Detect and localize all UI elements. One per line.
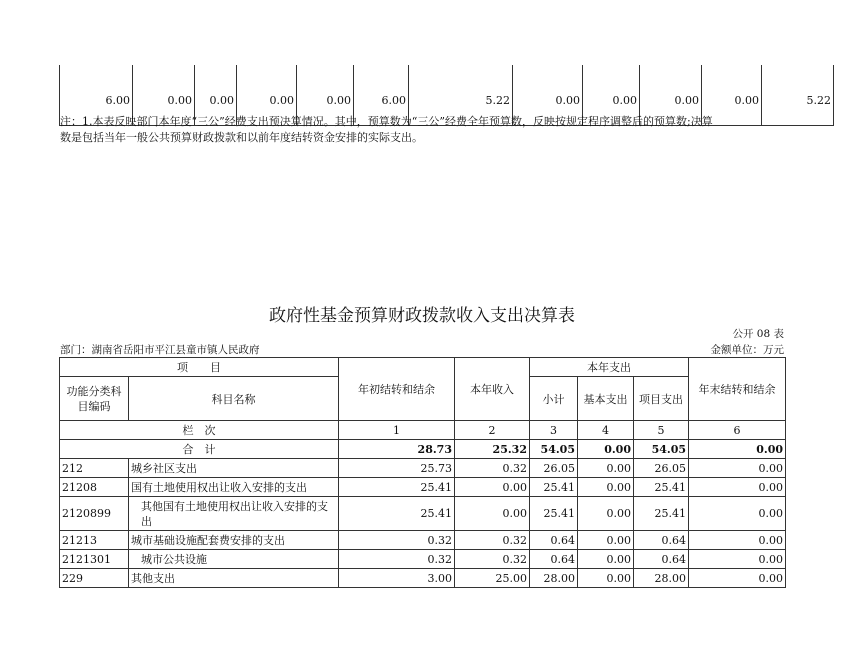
row-name: 国有土地使用权出让收入安排的支出 xyxy=(129,478,339,497)
header-project-exp: 项目支出 xyxy=(634,377,689,421)
row-value: 0.00 xyxy=(455,497,530,531)
row-code: 21208 xyxy=(60,478,129,497)
row-value: 25.00 xyxy=(455,569,530,588)
row-value: 0.32 xyxy=(339,531,455,550)
row-value: 28.00 xyxy=(530,569,578,588)
department-label: 部门：湖南省岳阳市平江县童市镇人民政府 xyxy=(60,344,260,356)
row-name: 城市公共设施 xyxy=(129,550,339,569)
row-name: 其他支出 xyxy=(129,569,339,588)
row-code: 2120899 xyxy=(60,497,129,531)
row-value: 0.00 xyxy=(689,569,786,588)
row-value: 0.00 xyxy=(578,550,634,569)
header-expenditure: 本年支出 xyxy=(530,358,689,377)
total-value: 54.05 xyxy=(530,440,578,459)
total-value: 54.05 xyxy=(634,440,689,459)
row-value: 0.32 xyxy=(455,531,530,550)
row-value: 26.05 xyxy=(530,459,578,478)
total-label: 合 计 xyxy=(60,440,339,459)
row-label: 栏 次 xyxy=(60,421,339,440)
col-num: 2 xyxy=(455,421,530,440)
header-carryover-begin: 年初结转和结余 xyxy=(339,358,455,421)
row-name: 其他国有土地使用权出让收入安排的支出 xyxy=(129,497,339,531)
col-num: 4 xyxy=(578,421,634,440)
note-line-2: 数是包括当年一般公共预算财政拨款和以前年度结转资金安排的实际支出。 xyxy=(60,131,423,144)
header-income: 本年收入 xyxy=(455,358,530,421)
row-value: 25.41 xyxy=(530,497,578,531)
total-value: 28.73 xyxy=(339,440,455,459)
col-num: 6 xyxy=(689,421,786,440)
table-row xyxy=(60,531,786,550)
note-line-1: 注：1.本表反映部门本年度“三公”经费支出预决算情况。其中，预算数为“三公”经费全年预算数，反映按规定程序调整后的预算数;决算 xyxy=(60,115,713,128)
cell: 0.00 xyxy=(133,65,195,126)
row-value: 3.00 xyxy=(339,569,455,588)
table-row xyxy=(60,478,786,497)
row-value: 0.64 xyxy=(634,550,689,569)
row-value: 0.00 xyxy=(689,459,786,478)
col-num: 3 xyxy=(530,421,578,440)
cell: 0.00 xyxy=(583,65,640,126)
header-code: 功能分类科目编码 xyxy=(60,377,129,421)
row-value: 26.05 xyxy=(634,459,689,478)
row-value: 0.00 xyxy=(455,478,530,497)
header-basic: 基本支出 xyxy=(578,377,634,421)
total-value: 0.00 xyxy=(578,440,634,459)
row-value: 25.73 xyxy=(339,459,455,478)
col-num: 1 xyxy=(339,421,455,440)
table-row xyxy=(60,497,786,531)
row-value: 0.00 xyxy=(578,478,634,497)
cell: 6.00 xyxy=(354,65,409,126)
row-value: 25.41 xyxy=(634,478,689,497)
row-value: 0.00 xyxy=(578,569,634,588)
row-value: 0.64 xyxy=(530,531,578,550)
row-value: 0.64 xyxy=(530,550,578,569)
cell: 6.00 xyxy=(60,65,133,126)
cell: 5.22 xyxy=(762,65,834,126)
unit-label: 金额单位：万元 xyxy=(710,344,784,356)
header-project: 项 目 xyxy=(60,358,339,377)
table-note xyxy=(60,114,786,146)
form-number: 公开 08 表 xyxy=(732,328,784,340)
row-value: 28.00 xyxy=(634,569,689,588)
page-title: 政府性基金预算财政拨款收入支出决算表 xyxy=(269,306,575,326)
row-code: 229 xyxy=(60,569,129,588)
cell: 0.00 xyxy=(297,65,354,126)
row-value: 0.00 xyxy=(689,550,786,569)
table-row xyxy=(60,459,786,478)
cell: 0.00 xyxy=(237,65,297,126)
cell: 5.22 xyxy=(409,65,513,126)
row-value: 0.00 xyxy=(689,478,786,497)
row-code: 21213 xyxy=(60,531,129,550)
row-value: 25.41 xyxy=(339,478,455,497)
fund-table xyxy=(59,357,786,588)
header-name: 科目名称 xyxy=(129,377,339,421)
col-num: 5 xyxy=(634,421,689,440)
total-value: 25.32 xyxy=(455,440,530,459)
row-value: 0.00 xyxy=(689,531,786,550)
row-value: 0.32 xyxy=(339,550,455,569)
row-value: 0.00 xyxy=(689,497,786,531)
header-carryover-end: 年末结转和结余 xyxy=(689,358,786,421)
row-value: 25.41 xyxy=(634,497,689,531)
row-value: 0.64 xyxy=(634,531,689,550)
cell: 0.00 xyxy=(702,65,762,126)
row-value: 25.41 xyxy=(530,478,578,497)
row-value: 0.00 xyxy=(578,497,634,531)
row-name: 城乡社区支出 xyxy=(129,459,339,478)
total-row xyxy=(60,440,786,459)
table-row xyxy=(60,569,786,588)
cell: 0.00 xyxy=(640,65,702,126)
total-value: 0.00 xyxy=(689,440,786,459)
row-value: 0.00 xyxy=(578,531,634,550)
cell: 0.00 xyxy=(195,65,237,126)
row-name: 城市基础设施配套费安排的支出 xyxy=(129,531,339,550)
row-value: 0.32 xyxy=(455,459,530,478)
row-value: 0.00 xyxy=(578,459,634,478)
header-subtotal: 小计 xyxy=(530,377,578,421)
row-value: 25.41 xyxy=(339,497,455,531)
cell: 0.00 xyxy=(513,65,583,126)
row-code: 2121301 xyxy=(60,550,129,569)
row-code: 212 xyxy=(60,459,129,478)
row-value: 0.32 xyxy=(455,550,530,569)
table-row xyxy=(60,550,786,569)
